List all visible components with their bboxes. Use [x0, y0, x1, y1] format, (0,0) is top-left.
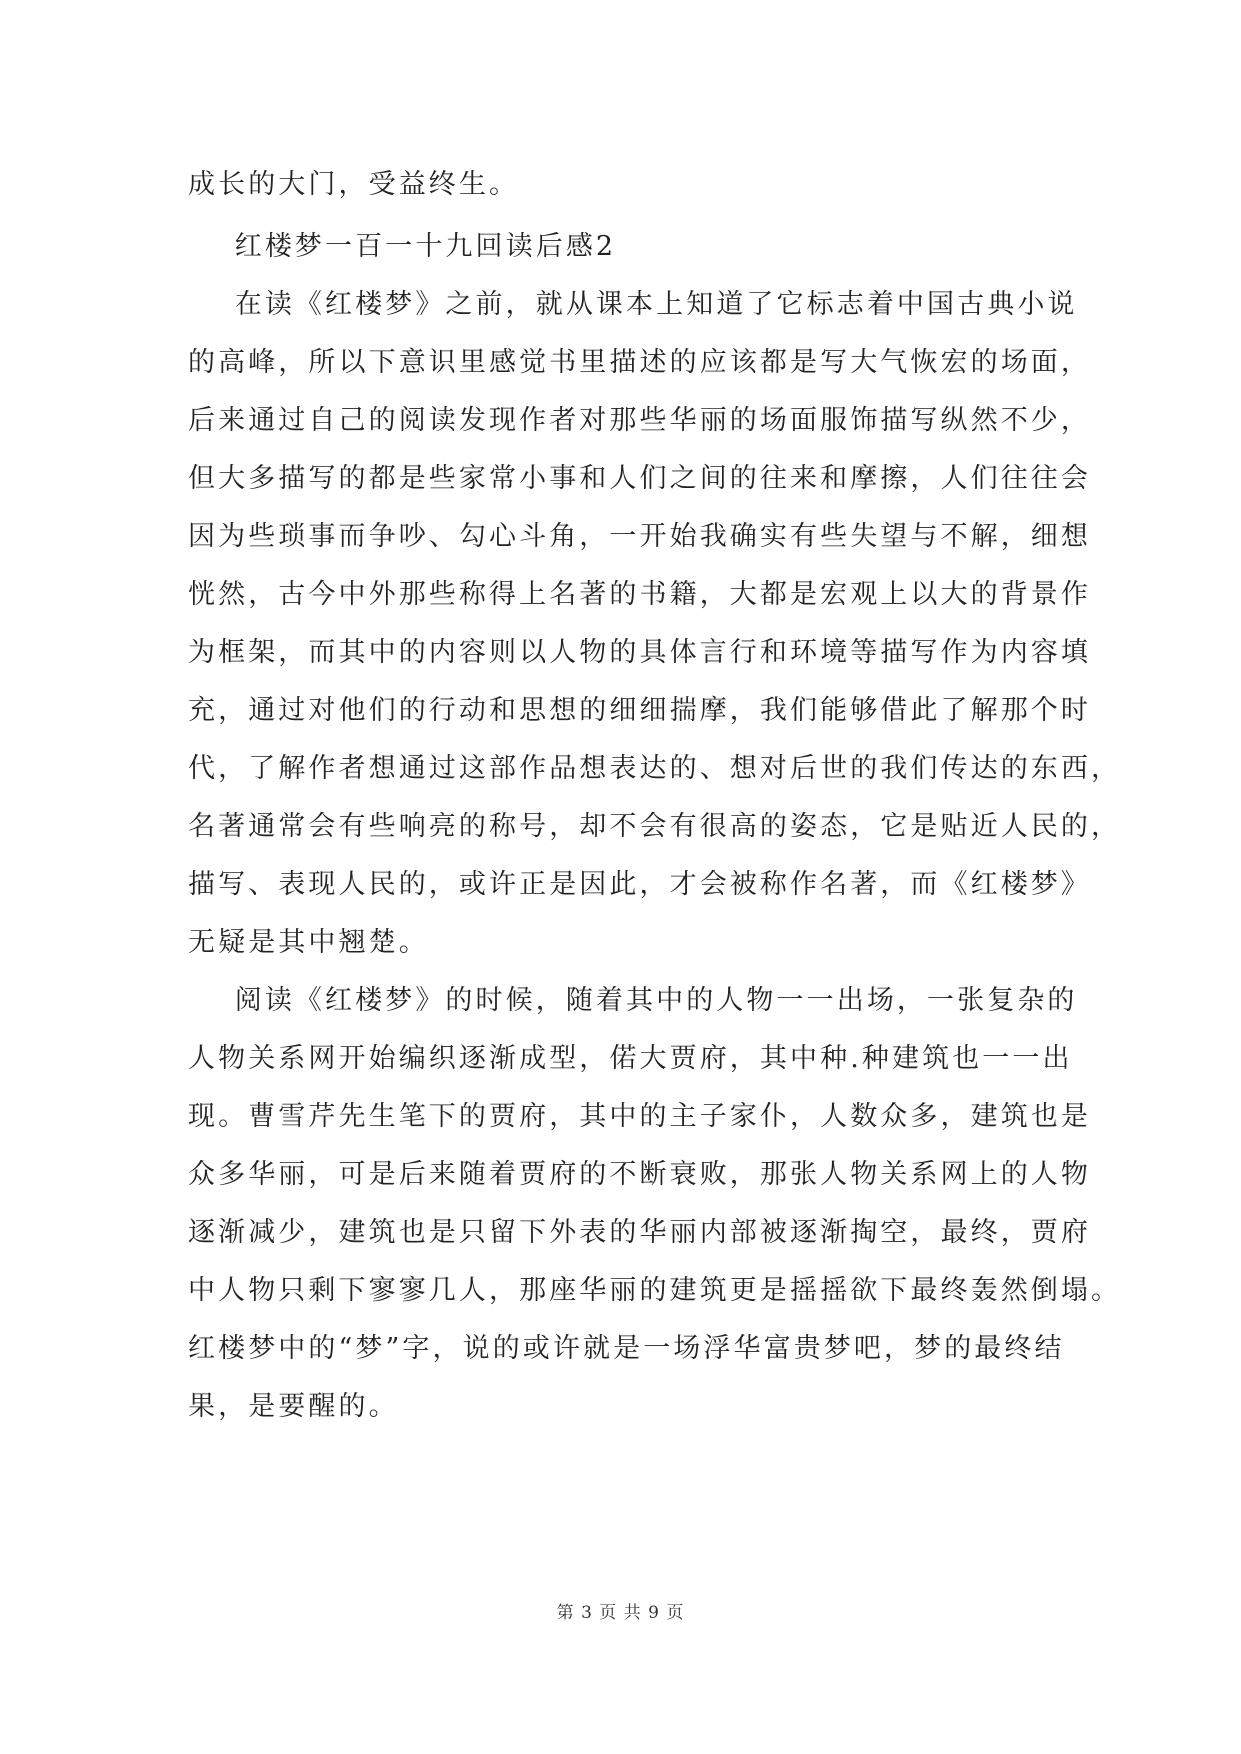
text-line: 红楼梦中的“梦”字，说的或许就是一场浮华富贵梦吧，梦的最终结: [188, 1333, 1065, 1364]
text-line: 逐渐减少，建筑也是只留下外表的华丽内部被逐渐掏空，最终，贾府: [188, 1217, 1091, 1248]
text-line: 众多华丽，可是后来随着贾府的不断衰败，那张人物关系网上的人物: [188, 1159, 1091, 1190]
document-body: [188, 156, 1122, 1436]
text-line: 果，是要醒的。: [188, 1391, 399, 1422]
text-line: 因为些琐事而争吵、勾心斗角，一开始我确实有些失望与不解，细想: [188, 521, 1091, 552]
text-line: 名著通常会有些响亮的称号，却不会有很高的姿态，它是贴近人民的，: [188, 811, 1122, 842]
text-line: 现。曹雪芹先生笔下的贾府，其中的主子家仆，人数众多，建筑也是: [188, 1101, 1091, 1132]
text-line: 为框架，而其中的内容则以人物的具体言行和环境等描写作为内容填: [188, 637, 1091, 668]
section-heading: 红楼梦一百一十九回读后感2: [188, 231, 617, 262]
text-line: 无疑是其中翘楚。: [188, 927, 429, 958]
text-line: 阅读《红楼梦》的时候，随着其中的人物一一出场，一张复杂的: [188, 985, 1078, 1016]
text-line: 代，了解作者想通过这部作品想表达的、想对后世的我们传达的东西，: [188, 753, 1122, 784]
text-line: 中人物只剩下寥寥几人，那座华丽的建筑更是摇摇欲下最终轰然倒塌。: [188, 1275, 1122, 1306]
text-line: 人物关系网开始编织逐渐成型，偌大贾府，其中种.种建筑也一一出: [188, 1043, 1073, 1074]
text-line: 描写、表现人民的，或许正是因此，才会被称作名著，而《红楼梦》: [188, 869, 1091, 900]
text-line: 后来通过自己的阅读发现作者对那些华丽的场面服饰描写纵然不少，: [188, 405, 1091, 436]
text-line: 的高峰，所以下意识里感觉书里描述的应该都是写大气恢宏的场面，: [188, 347, 1091, 378]
text-line: 充，通过对他们的行动和思想的细细揣摩，我们能够借此了解那个时: [188, 695, 1091, 726]
text-line: 成长的大门，受益终生。: [188, 169, 520, 200]
page-number-footer: 第 3 页 共 9 页: [556, 1603, 685, 1623]
text-line: 恍然，古今中外那些称得上名著的书籍，大都是宏观上以大的背景作: [188, 579, 1091, 610]
text-line: 在读《红楼梦》之前，就从课本上知道了它标志着中国古典小说: [188, 289, 1078, 320]
text-line: 但大多描写的都是些家常小事和人们之间的往来和摩擦，人们往往会: [188, 463, 1091, 494]
